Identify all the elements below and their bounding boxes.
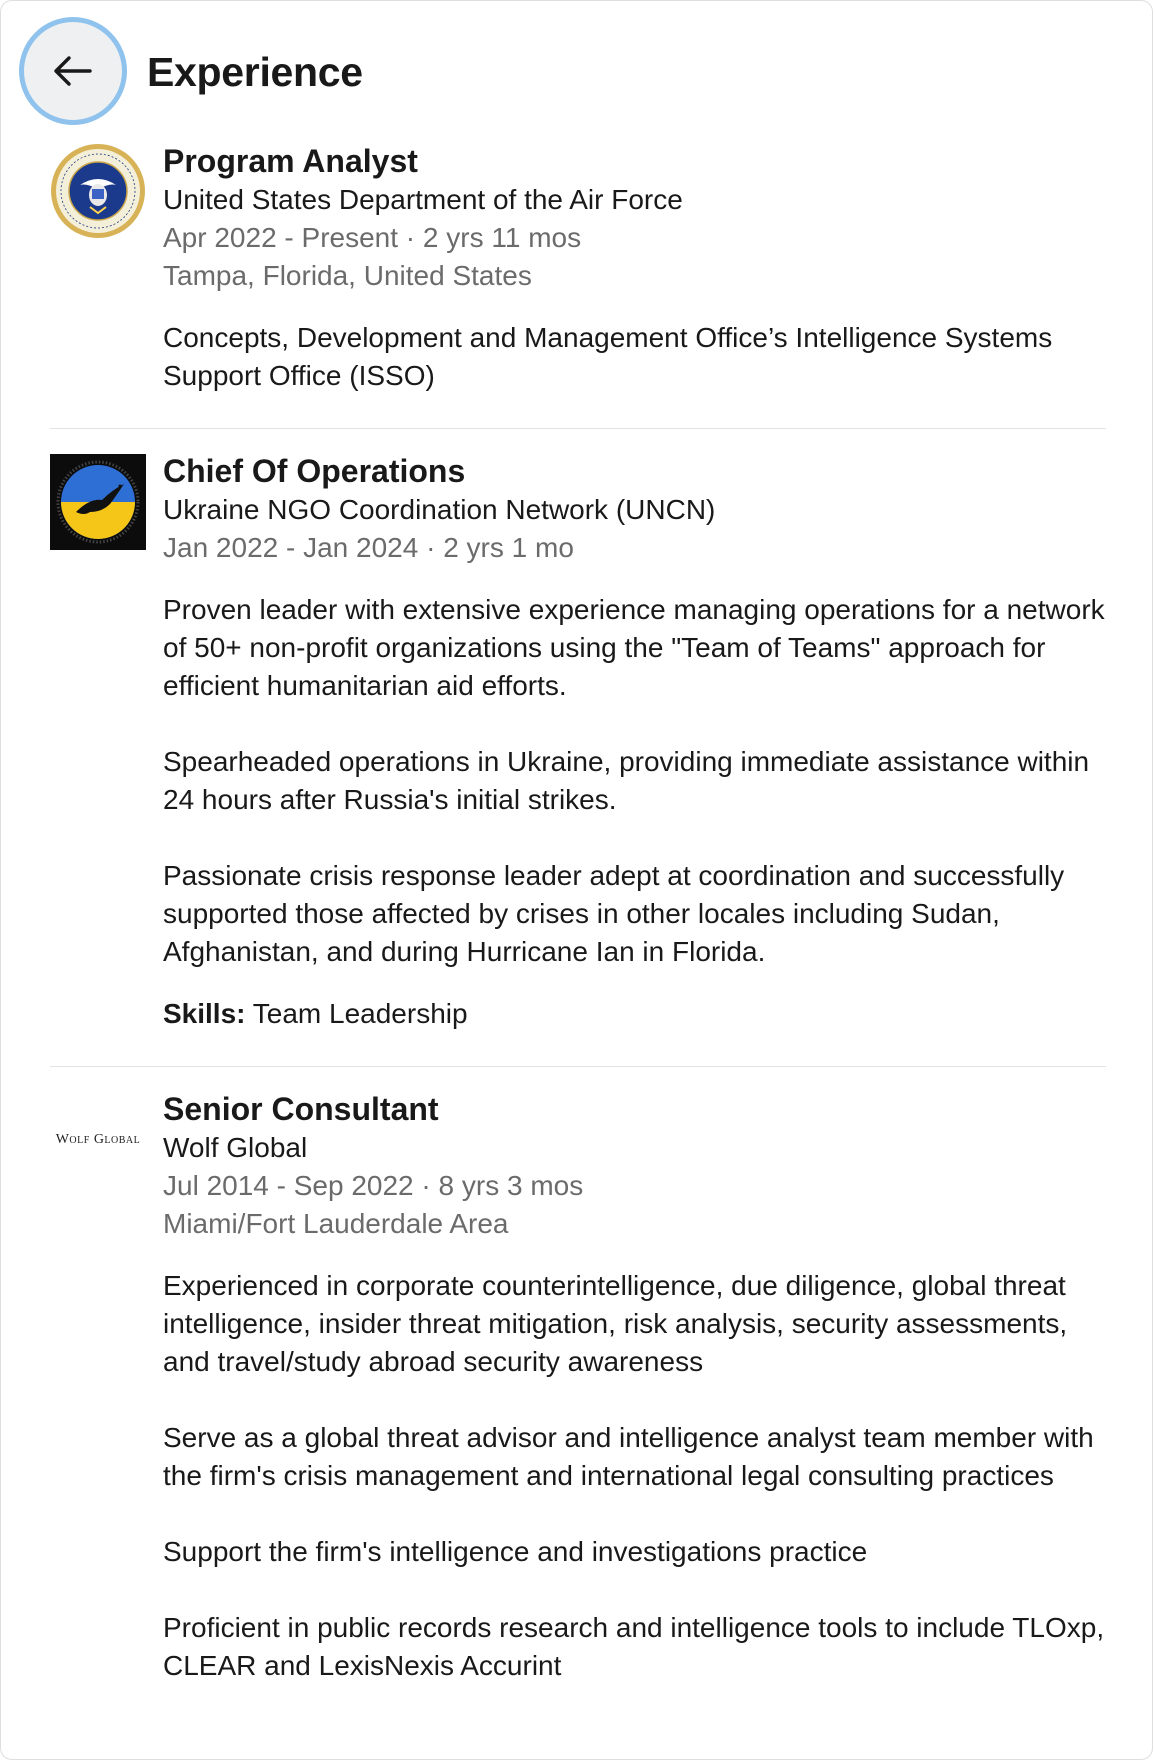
- date-range: Apr 2022 - Present · 2 yrs 11 mos: [163, 222, 582, 253]
- job-description: [163, 319, 1113, 395]
- job-title[interactable]: Senior Consultant: [163, 1091, 439, 1127]
- skills-label: Skills:: [163, 998, 246, 1029]
- description-paragraph: Spearheaded operations in Ukraine, providing immediate assistance within 24 hours after Russia's initial strikes.: [163, 746, 1090, 815]
- job-description: [163, 1267, 1113, 1685]
- description-paragraph: Passionate crisis response leader adept at coordination and successfully supported those affected by crises in other locales including Sudan, Afghanistan, and during Hurricane Ian in Florida.: [163, 860, 1065, 967]
- air-force-seal-logo[interactable]: [50, 143, 146, 239]
- job-description: [163, 591, 1113, 971]
- description-paragraph: Support the firm's intelligence and investigations practice: [163, 1536, 868, 1567]
- company-name: United States Department of the Air Force: [163, 184, 683, 215]
- divider: [50, 1066, 1106, 1067]
- page-title: Experience: [147, 49, 363, 95]
- skills-line: [163, 995, 1113, 1033]
- wolf-global-logo[interactable]: Wolf Global: [55, 1132, 141, 1147]
- description-paragraph: Proven leader with extensive experience managing operations for a network of 50+ non-profit organizations using the "Team of Teams" approach for efficient humanitarian aid efforts.: [163, 594, 1105, 701]
- uncn-dove-logo[interactable]: [50, 454, 146, 550]
- description-paragraph: Serve as a global threat advisor and intelligence analyst team member with the firm's crisis management and international legal consulting practices: [163, 1422, 1094, 1491]
- divider: [50, 428, 1106, 429]
- date-range: Jul 2014 - Sep 2022 · 8 yrs 3 mos: [163, 1170, 584, 1201]
- job-title[interactable]: Program Analyst: [163, 143, 418, 179]
- company-name: Ukraine NGO Coordination Network (UNCN): [163, 494, 716, 525]
- skills-value: Team Leadership: [252, 998, 468, 1029]
- arrow-left-icon: [50, 48, 96, 94]
- description-paragraph: Experienced in corporate counterintelligence, due diligence, global threat intelligence, insider threat mitigation, risk analysis, security assessments, and travel/study abroad security awareness: [163, 1270, 1068, 1377]
- back-button[interactable]: [19, 17, 127, 125]
- description-paragraph: Concepts, Development and Management Office’s Intelligence Systems Support Office (ISSO): [163, 322, 1053, 391]
- location: Miami/Fort Lauderdale Area: [163, 1208, 509, 1239]
- company-name: Wolf Global: [163, 1132, 308, 1163]
- job-title[interactable]: Chief Of Operations: [163, 453, 466, 489]
- description-paragraph: Proficient in public records research and intelligence tools to include TLOxp, CLEAR and LexisNexis Accurint: [163, 1612, 1105, 1681]
- date-range: Jan 2022 - Jan 2024 · 2 yrs 1 mo: [163, 532, 574, 563]
- location: Tampa, Florida, United States: [163, 260, 532, 291]
